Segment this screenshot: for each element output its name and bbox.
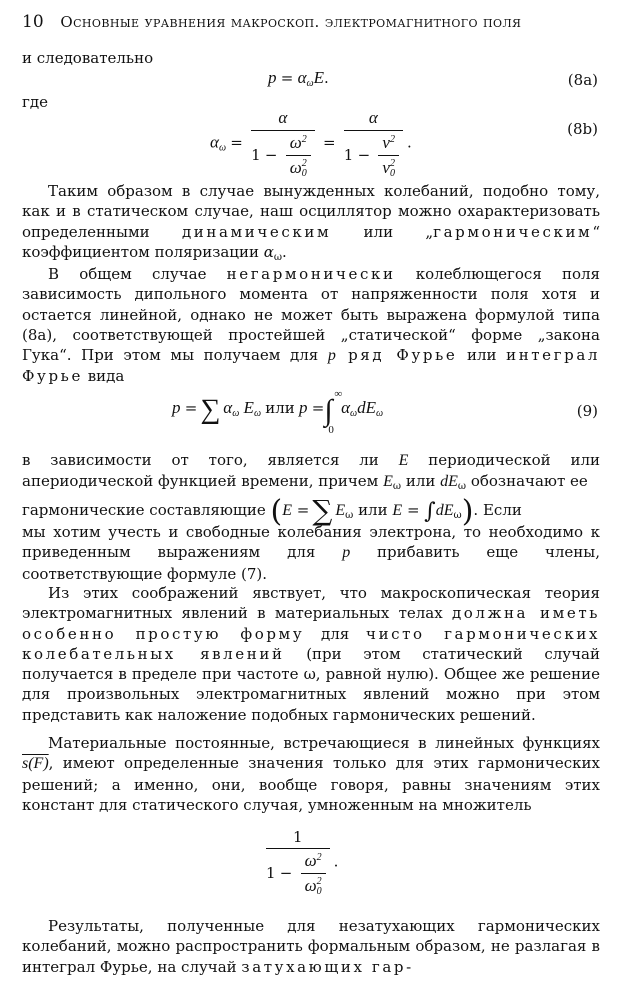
equation-8a-label: (8a) <box>567 71 598 89</box>
paragraph-4: мы хотим учесть и свободные колебания электрона, то необходимо к приведенным выражениям для p прибавить еще члены, соответствующие формуле (7). <box>22 523 600 583</box>
paragraph-7: Результаты, полученные для незатухающих гармонических колебаний, можно распространить формальным образом, не разлагая в интеграл Фурье, на случай затухающих гар- <box>22 917 600 976</box>
equation-9: p = ∑ $\alpha_\omega$ $E_\omega$ или p =∫ ∞ 0 $\alpha_\omega dE_\omega$ <box>172 388 384 436</box>
equation-8b-label: (8b) <box>567 120 598 138</box>
where-line: где <box>22 93 48 111</box>
equation-8a: $p = \alpha_\omega E$. <box>268 68 329 89</box>
intro-line: и следовательно <box>22 49 154 67</box>
paragraph-5: Из этих соображений явствует, что макроскопическая теория электромагнитных явлений в материальных телах должна иметь особенно простую форму для чисто гармонических колебательных явлений (при этом статический случай получается в пределе при частоте ω, равной нулю). Общее же решение для произвольных электромагнитных явлений можно при этом представить как наложение подобных гармонических решений. <box>22 584 600 724</box>
paragraph-6: Материальные постоянные, встречающиеся в линейных функциях s(F), имеют определенные значения только для этих гармонических решений; а именно, они, вообще говоря, равны значениям этих констант для статического случая, умноженным на множитель <box>22 734 600 814</box>
paragraph-2: В общем случае негармонически колеблющегося поля зависимость дипольного момента от напряженности поля хотя и остается линейной, однако не может быть выражена формулой типа (8а), соответствующей простейшей „статической“ форме „закона Гука“. При этом мы получаем для p ряд Фурье или интеграл Фурье вида <box>22 265 600 386</box>
running-header <box>22 12 521 32</box>
chapter-title: Основные уравнения макроскоп. электромагнитного поля <box>60 13 522 31</box>
equation-9-label: (9) <box>576 402 598 420</box>
paragraph-1: Таким образом в случае вынужденных колебаний, подобно тому, как и в статическом случае, наш осциллятор можно охарактеризовать определенными динамическим или „гармоническим“ коэффициентом поляризации $\alpha_\omega$. <box>22 182 600 263</box>
fraction-omega: α 1 − $\omega^2$ ω2 0 <box>251 108 315 179</box>
paragraph-3: в зависимости от того, является ли E периодической или апериодической функцией времени, причем $E_\omega$ или $dE_\omega$ обозначают ее <box>22 451 600 493</box>
page-number: 10 <box>22 12 44 32</box>
fraction-nu: α 1 − $\nu^2$ ν2 0 <box>344 108 403 179</box>
equation-8b: $\alpha_\omega$ = α 1 − $\omega^2$ ω2 0 = α 1 − $\nu^2$ ν2 0 . <box>210 108 412 180</box>
multiplier-equation: 1 1 − $\omega^2$ ω2 0 . <box>266 828 339 898</box>
paragraph-3-line-3: гармонические составляющие (E = ∑ $E_\omega$ или $E = \int dE_\omega$). Если <box>22 494 522 529</box>
